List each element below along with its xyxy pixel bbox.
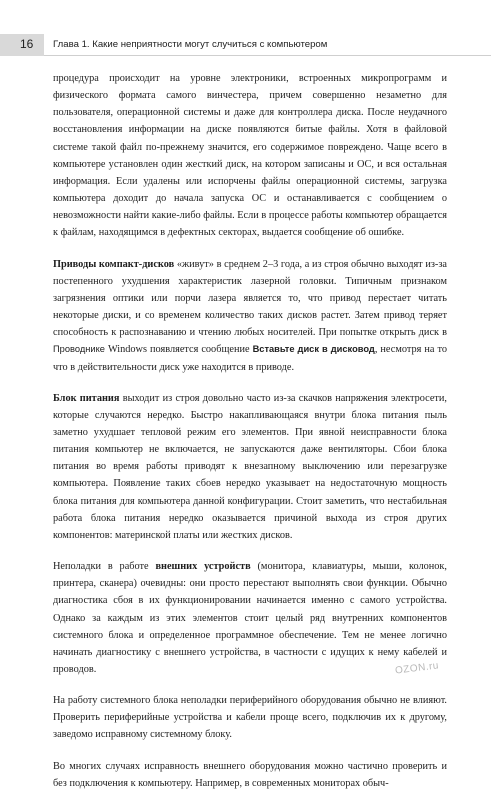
paragraph-peripherals xyxy=(53,692,447,743)
paragraph-cd-drives xyxy=(53,256,447,376)
paragraph-monitor-check xyxy=(53,758,447,792)
term-cd-drives: Приводы компакт-дисков xyxy=(53,258,175,270)
paragraph-text: (монитора, клавиатуры, мыши, колонок, принтера, сканера) очевидны: они просто перестают выполнять свои функции. Обычно диагностика сбоя в их функционировании начинается именно с самого устройства. Однако за каждым из этих элементов стоит целый ряд внутренних компонентов системного блока и определенное программное обеспечение. Тем не менее логично начинать диагностику с внешнего устройства, в частности с идущих к нему кабелей и проводов. xyxy=(53,561,447,675)
page-body xyxy=(53,70,447,792)
chapter-title: Глава 1. Какие неприятности могут случиться с компьютером xyxy=(53,39,328,50)
paragraph-external-devices xyxy=(53,558,447,678)
page-number-box xyxy=(0,34,44,56)
page-header xyxy=(0,34,491,56)
page-number: 16 xyxy=(20,37,34,51)
paragraph-text: выходит из строя довольно часто из-за скачков напряжения электросети, которые случаются нередко. Быстро накапливающаяся внутри блока питания пыль заметно ухудшает тепловой режим его элементов. При явной неисправности блока питания компьютер не включается, не запускаются даже вентиляторы. Сбои блока питания во время работы приводят к внезапному выключению или перезагрузке компьютера. Появление таких сбоев нередко указывает на недостаточную мощность блока питания для компьютера данной конфигурации. Стоит заметить, что нестабильная работа блока питания нередко оказывается причиной выхода из строя других компонентов: материнской платы или жестких дисков. xyxy=(53,392,447,541)
paragraph-text: Во многих случаях исправность внешнего оборудования можно частично проверить и без подключения к компьютеру. Например, в современных мониторах обыч- xyxy=(53,760,447,789)
header-rule xyxy=(44,55,491,56)
paragraph-text: процедура происходит на уровне электроники, встроенных микропрограмм и физического формата самого винчестера, причем совершенно незаметно для пользователя, операционной системы и даже для контроллера диска. После неудачного восстановления информации на диске появляются битые файлы. Хотя в файловой системе такой файл по-прежнему значится, его содержимое повреждено. Чаще всего в компьютере установлен один жесткий диск, на котором записаны и ОС, и вся остальная информация. Если удалены или испорчены файлы операционной системы, загрузка компьютера доходит до начала запуска ОС и останавливается с сообщением о невозможности найти какие-либо файлы. Если в процессе работы компьютер обращается к файлам, находящимся в дефектных секторах, выдается сообщение об ошибке. xyxy=(53,73,447,239)
term-power-supply: Блок питания xyxy=(53,392,120,404)
ozon-watermark: OZON.ru xyxy=(394,660,440,677)
paragraph-text: «живут» в среднем 2–3 года, а из строя обычно выходят из-за постепенного ухудшения характеристик лазерной головки. Типичным признаком загрязнения оптики или порчи лазера является то, что привод перестает читать некоторые диски, и со временем количество таких дисков растет. Затем привод теряет способность к распознаванию и чтению любых носителей. При попытке открыть диск в xyxy=(53,258,448,339)
paragraph-power-supply xyxy=(53,390,447,544)
paragraph-text: Неполадки в работе xyxy=(53,561,156,573)
ui-message-insert-disc: Вставьте диск в дисковод xyxy=(252,344,375,355)
term-external-devices: внешних устройств xyxy=(155,561,251,573)
paragraph-text: Windows появляется сообщение xyxy=(104,344,253,356)
paragraph-hdd-recovery xyxy=(53,70,447,242)
paragraph-text: , несмотря на то что в действительности диск уже находится в приводе. xyxy=(53,344,447,373)
ui-term-explorer: Проводнике xyxy=(53,344,105,355)
paragraph-text: На работу системного блока неполадки периферийного оборудования обычно не влияют. Проверить периферийные устройства и кабели проще всего, подключив их к другому, заведомо исправному системному блоку. xyxy=(53,695,447,741)
